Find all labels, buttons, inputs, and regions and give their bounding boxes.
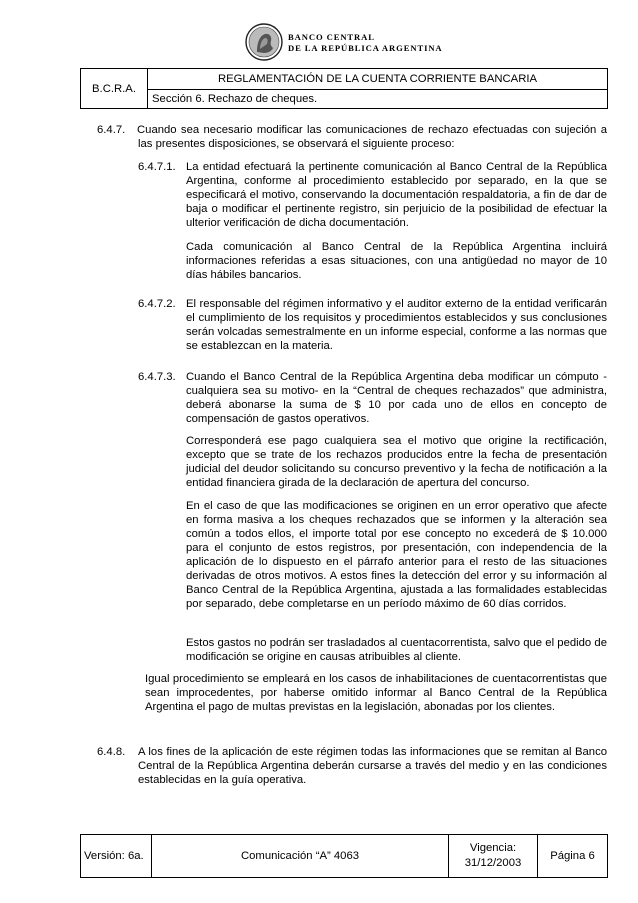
validity-label: Vigencia:: [469, 842, 517, 854]
clause-number: 6.4.7.: [97, 124, 126, 136]
clause-text: El responsable del régimen informativo y el auditor externo de la entidad verificarán el cumplimiento de los requisitos y procedimientos establecidos y sus conclusiones serán volcadas semestralmente en un informe especial, conforme a las normas que se establezcan en la materia.: [186, 298, 607, 352]
clause-text: Cuando el Banco Central de la República Argentina deba modificar un cómputo -cualquiera sea su motivo- en la “Central de cheques rechazados” que administra, deberá abonarse la suma de $ 10 por cada uno de ellos en concepto de compensación de gastos operativos.: [186, 371, 607, 425]
communication-label: Comunicación “A” 4063: [152, 835, 449, 878]
clause-number: 6.4.7.2.: [138, 298, 176, 310]
section-title: Sección 6. Rechazo de cheques.: [148, 90, 608, 109]
page-number: Página 6: [538, 835, 608, 878]
paragraph: Cada comunicación al Banco Central de la República Argentina incluirá informaciones referidas a esas situaciones, con una antigüedad no mayor de 10 días hábiles bancarios.: [186, 241, 607, 281]
validity-cell: [449, 835, 538, 878]
clause-text: Cuando sea necesario modificar las comunicaciones de rechazo efectuadas con sujeción a las presentes disposiciones, se observará el siguiente proceso:: [137, 124, 607, 150]
paragraph: En el caso de que las modificaciones se originen en un error operativo que afecte en forma masiva a los cheques rechazados que se informen y la alteración sea común a todos ellos, el importe total por ese concepto no excederá de $ 10.000 para el conjunto de estos registros, por presentación, con independencia de la aplicación de lo dispuesto en el párrafo anterior para el resto de las situaciones derivadas de otros motivos. A estos fines la detección del error y su información al Banco Central de la República Argentina, ajustada a las formalidades establecidas por separado, debe completarse en un período máximo de 60 días corridos.: [186, 500, 607, 610]
paragraph: Estos gastos no podrán ser trasladados al cuentacorrentista, salvo que el pedido de modificación se origine en causas atribuibles al cliente.: [186, 637, 607, 663]
clause-number: 6.4.7.1.: [138, 161, 176, 173]
clause-number: 6.4.8.: [97, 746, 126, 758]
bank-name-line1: BANCO CENTRAL: [288, 32, 375, 42]
document-footer: [80, 834, 608, 878]
paragraph: Igual procedimiento se empleará en los casos de inhabilitaciones de cuentacorrentistas que sean improcedentes, por haberse omitido informar al Banco Central de la República Argentina el pago de multas previstas en la legislación, abonadas por los clientes.: [145, 673, 607, 713]
document-title: REGLAMENTACIÓN DE LA CUENTA CORRIENTE BANCARIA: [148, 69, 608, 90]
paragraph: Corresponderá ese pago cualquiera sea el motivo que origine la rectificación, excepto que se trate de los rechazos producidos entre la fecha de presentación judicial del deudor solicitando su concurso preventivo y la fecha de notificación a la entidad financiera girada de la declaración de apertura del concurso.: [186, 435, 607, 489]
version-label: Versión: 6a.: [81, 835, 152, 878]
bank-name-line2: DE LA REPÚBLICA ARGENTINA: [288, 43, 443, 53]
org-code: B.C.R.A.: [81, 69, 148, 109]
clause-text: La entidad efectuará la pertinente comunicación al Banco Central de la República Argentina, conforme al procedimiento establecido por separado, en la que se especificará el motivo, conservando la documentación respaldatoria, a fin de dar de baja o modificar el pertinente registro, sin perjuicio de la posibilidad de efectuar la ulterior verificación de dicha documentación.: [186, 161, 607, 229]
clause-text: A los fines de la aplicación de este régimen todas las informaciones que se remitan al Banco Central de la República Argentina deberán cursarse a través del medio y en las condiciones establecidas en la guía operativa.: [138, 746, 607, 786]
validity-date: 31/12/2003: [464, 857, 522, 869]
clause-number: 6.4.7.3.: [138, 371, 176, 383]
